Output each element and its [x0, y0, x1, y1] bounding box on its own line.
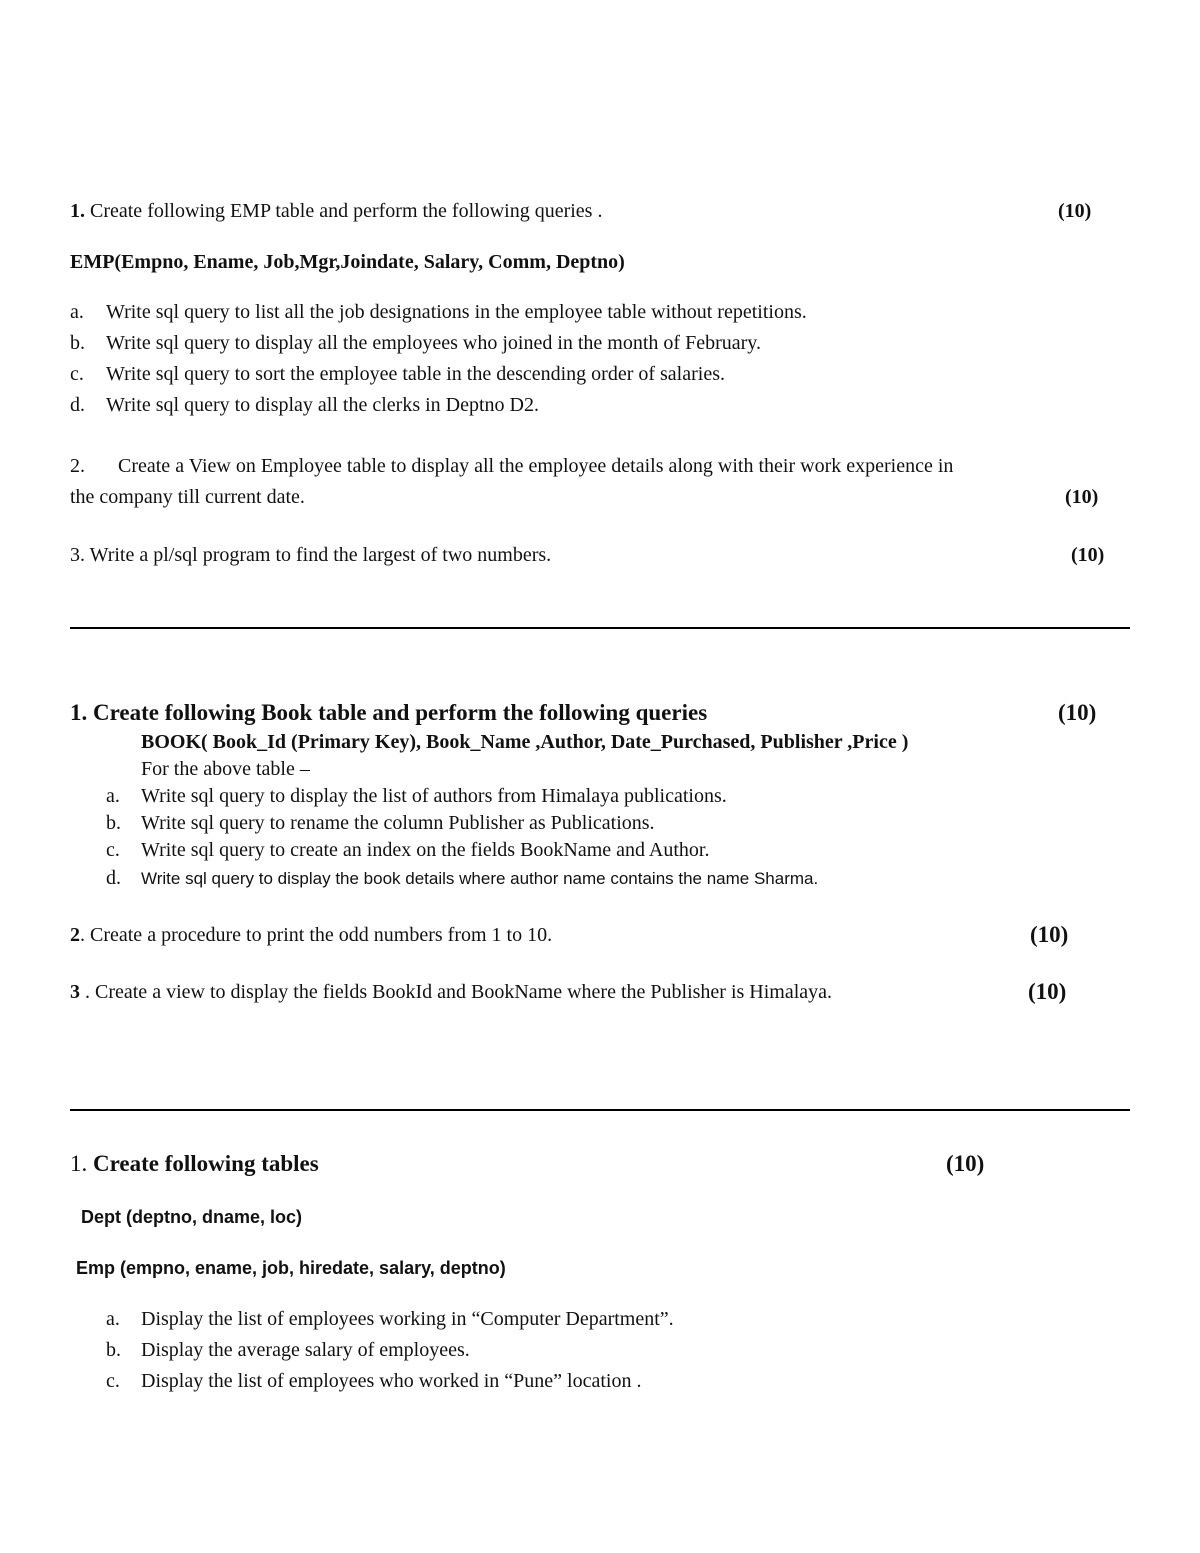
s3-sub-a: a. Display the list of employees working in “Computer Department”. [106, 1308, 674, 1330]
s2-q3-marks: (10) [1028, 979, 1067, 1004]
s1-q1-body: Create following EMP table and perform the following queries . [90, 200, 603, 222]
s3-sub-c: c. Display the list of employees who worked in “Pune” location . [106, 1370, 642, 1392]
s2-q1-marks: (10) [1058, 700, 1097, 725]
s2-q2-text: 2. Create a procedure to print the odd numbers from 1 to 10. [70, 924, 553, 946]
s2-q3-text: 3 . Create a view to display the fields BookId and BookName where the Publisher is Himalaya. [70, 981, 833, 1003]
s3-q1-text: 1. Create following tables [70, 1151, 319, 1176]
section-divider-2 [70, 1109, 1130, 1111]
s1-q2-line2: the company till current date. [70, 486, 305, 508]
s3-dept-schema: Dept (deptno, dname, loc) [81, 1207, 303, 1227]
s1-sub-b: b. Write sql query to display all the employees who joined in the month of February. [70, 332, 761, 354]
s1-q3-marks: (10) [1071, 544, 1105, 566]
s2-table-schema: BOOK( Book_Id (Primary Key), Book_Name ,Author, Date_Purchased, Publisher ,Price ) [141, 731, 909, 753]
s2-sub-a: a. Write sql query to display the list of authors from Himalaya publications. [106, 785, 727, 807]
s3-emp-schema: Emp (empno, ename, job, hiredate, salary, deptno) [76, 1258, 506, 1278]
s2-q1-text: 1. Create following Book table and perform the following queries [70, 700, 708, 725]
s1-table-schema: EMP(Empno, Ename, Job,Mgr,Joindate, Salary, Comm, Deptno) [70, 251, 625, 273]
s2-sub-c: c. Write sql query to create an index on the fields BookName and Author. [106, 839, 710, 861]
s3-q1-marks: (10) [946, 1151, 985, 1176]
s1-q1-marks: (10) [1058, 200, 1092, 222]
s1-q1-number: 1. [70, 200, 85, 222]
s3-sub-b: b. Display the average salary of employees. [106, 1339, 470, 1361]
s1-q3-text: 3. Write a pl/sql program to find the largest of two numbers. [70, 544, 552, 566]
s1-q2-line1: 2. Create a View on Employee table to display all the employee details along with their work experience in [70, 455, 954, 477]
section-divider-1 [70, 627, 1130, 629]
s1-sub-c: c. Write sql query to sort the employee table in the descending order of salaries. [70, 363, 725, 385]
s2-sub-d: d. Write sql query to display the book details where author name contains the name Sharma. [106, 867, 819, 889]
s1-sub-d: d. Write sql query to display all the clerks in Deptno D2. [70, 394, 539, 416]
s1-q2-marks: (10) [1065, 486, 1099, 508]
s1-q1-text [70, 199, 602, 223]
s2-intro: For the above table – [141, 758, 310, 780]
s1-sub-a: a. Write sql query to list all the job designations in the employee table without repetitions. [70, 301, 807, 323]
s2-q2-marks: (10) [1030, 922, 1069, 947]
s2-sub-b: b. Write sql query to rename the column Publisher as Publications. [106, 812, 655, 834]
